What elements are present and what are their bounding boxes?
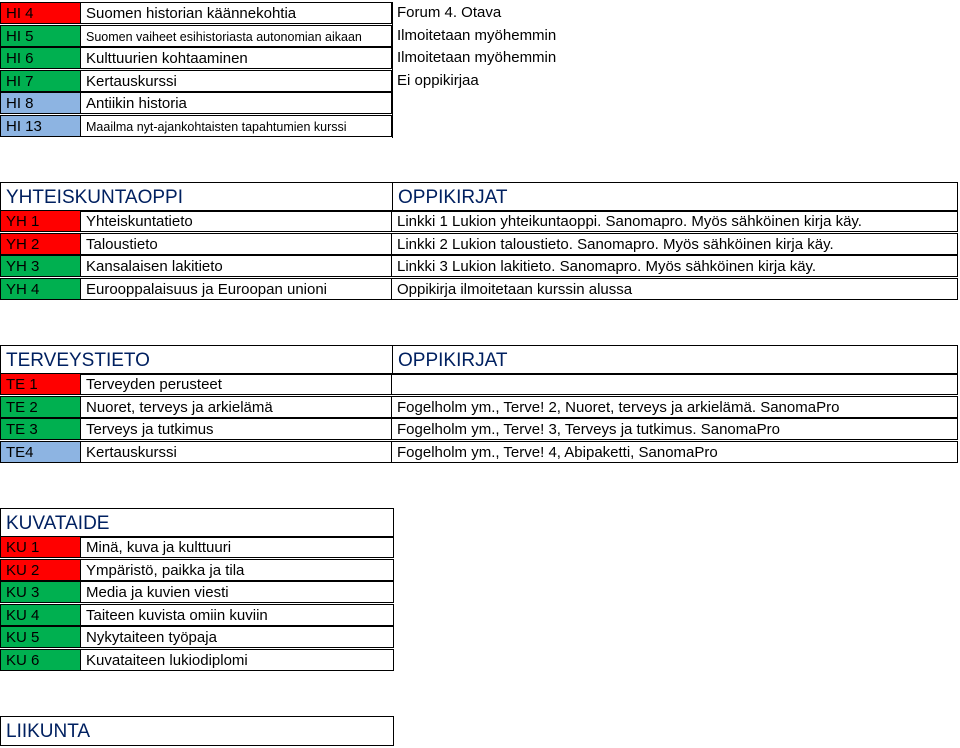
course-code: YH 1: [0, 210, 80, 232]
course-code: HI 13: [0, 115, 80, 137]
table-row: [0, 255, 958, 277]
course-name: Kuvataiteen lukiodiplomi: [80, 649, 394, 671]
te-title: TERVEYSTIETO: [0, 345, 392, 375]
course-name: Kertauskurssi: [80, 70, 392, 92]
li-header: [0, 716, 394, 746]
yh-header: [0, 182, 958, 212]
course-code: TE 2: [0, 396, 80, 418]
table-row: [0, 604, 394, 626]
table-row: [0, 92, 958, 114]
course-code: HI 5: [0, 25, 80, 47]
course-name: Suomen vaiheet esihistoriasta autonomian aikaan: [80, 25, 392, 47]
table-row: [0, 210, 958, 232]
course-book: [392, 115, 958, 137]
yh-title: YHTEISKUNTAOPPI: [0, 182, 392, 212]
course-code: YH 4: [0, 278, 80, 300]
course-code: KU 5: [0, 626, 80, 648]
course-book: Linkki 2 Lukion taloustieto. Sanomapro. Myös sähköinen kirja käy.: [392, 233, 958, 255]
li-title: LIIKUNTA: [0, 716, 394, 746]
table-row: [0, 441, 958, 463]
course-name: Taloustieto: [80, 233, 392, 255]
course-name: Antiikin historia: [80, 92, 392, 114]
course-book: Fogelholm ym., Terve! 3, Terveys ja tutkimus. SanomaPro: [392, 418, 958, 440]
table-row: [0, 559, 394, 581]
table-row: [0, 70, 958, 92]
course-code: KU 3: [0, 581, 80, 603]
course-code: TE4: [0, 441, 80, 463]
course-name: Terveys ja tutkimus: [80, 418, 392, 440]
table-row: [0, 626, 394, 648]
course-book: Ilmoitetaan myöhemmin: [397, 27, 557, 44]
table-row: [0, 233, 958, 255]
course-name: Kansalaisen lakitieto: [80, 255, 392, 277]
course-book: [392, 92, 958, 114]
course-name: Kertauskurssi: [80, 441, 392, 463]
course-name: Suomen historian käännekohtia: [80, 2, 392, 24]
course-code: HI 7: [0, 70, 80, 92]
te-books-title: OPPIKIRJAT: [392, 345, 958, 375]
table-row: [0, 115, 958, 137]
course-code: KU 1: [0, 536, 80, 558]
table-row: [0, 396, 958, 418]
course-code: HI 8: [0, 92, 80, 114]
course-book: Forum 4. Otava: [397, 4, 502, 21]
table-row: [0, 25, 958, 47]
yh-books-title: OPPIKIRJAT: [392, 182, 958, 212]
ku-header: [0, 508, 394, 538]
course-code: HI 6: [0, 47, 80, 69]
table-row: [0, 536, 394, 558]
course-book: [392, 373, 958, 395]
course-code: HI 4: [0, 2, 80, 24]
course-book: Ei oppikirjaa: [397, 72, 479, 89]
table-row: [0, 2, 958, 24]
course-code: YH 2: [0, 233, 80, 255]
course-name: Minä, kuva ja kulttuuri: [80, 536, 394, 558]
course-code: YH 3: [0, 255, 80, 277]
course-name: Maailma nyt-ajankohtaisten tapahtumien kurssi: [80, 115, 392, 137]
course-book: Fogelholm ym., Terve! 2, Nuoret, terveys ja arkielämä. SanomaPro: [392, 396, 958, 418]
course-code: KU 6: [0, 649, 80, 671]
course-code: TE 3: [0, 418, 80, 440]
course-name: Ympäristö, paikka ja tila: [80, 559, 394, 581]
te-header: [0, 345, 958, 375]
hi-book-frame: [392, 2, 394, 138]
course-name: Taiteen kuvista omiin kuviin: [80, 604, 394, 626]
course-name: Eurooppalaisuus ja Euroopan unioni: [80, 278, 392, 300]
table-row: [0, 649, 394, 671]
course-book: Linkki 3 Lukion lakitieto. Sanomapro. Myös sähköinen kirja käy.: [392, 255, 958, 277]
course-name: Kulttuurien kohtaaminen: [80, 47, 392, 69]
course-code: TE 1: [0, 373, 80, 395]
course-name: Terveyden perusteet: [80, 373, 392, 395]
course-code: KU 4: [0, 604, 80, 626]
table-row: [0, 278, 958, 300]
course-book: Ilmoitetaan myöhemmin: [397, 49, 557, 66]
course-code: KU 2: [0, 559, 80, 581]
course-name: Yhteiskuntatieto: [80, 210, 392, 232]
table-row: [0, 418, 958, 440]
table-row: [0, 47, 958, 69]
ku-title: KUVATAIDE: [0, 508, 394, 538]
course-name: Media ja kuvien viesti: [80, 581, 394, 603]
course-book: Oppikirja ilmoitetaan kurssin alussa: [392, 278, 958, 300]
course-book: Linkki 1 Lukion yhteikuntaoppi. Sanomapro. Myös sähköinen kirja käy.: [392, 210, 958, 232]
course-name: Nuoret, terveys ja arkielämä: [80, 396, 392, 418]
table-row: [0, 581, 394, 603]
table-row: [0, 373, 958, 395]
course-book: Fogelholm ym., Terve! 4, Abipaketti, SanomaPro: [392, 441, 958, 463]
course-name: Nykytaiteen työpaja: [80, 626, 394, 648]
